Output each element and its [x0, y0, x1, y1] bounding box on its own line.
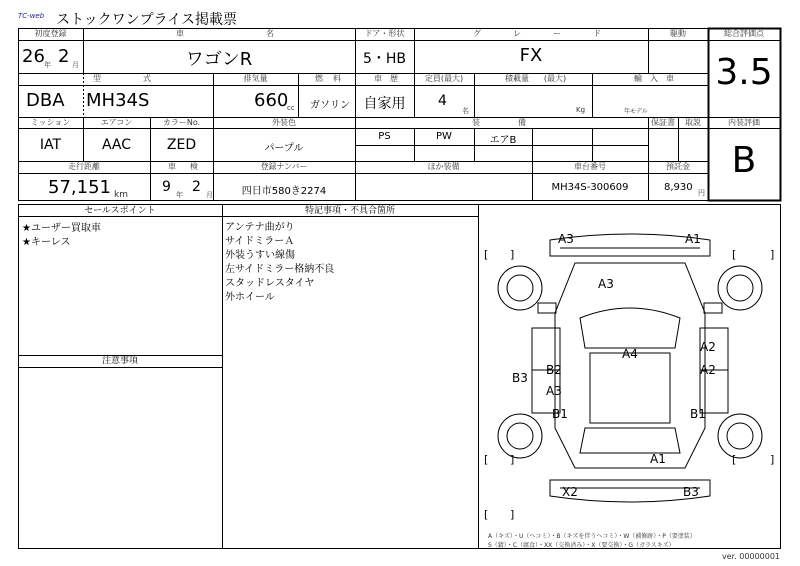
displacement: 660 [254, 90, 289, 111]
special-note-item: 外装うすい線傷 [225, 250, 295, 261]
fuel: ガソリン [310, 100, 350, 111]
bracket-mark: [ [484, 248, 489, 261]
special-note-item: サイドミラーＡ [225, 236, 295, 247]
inspection-month-unit: 月 [206, 191, 213, 199]
label-model-2: 式 [143, 74, 151, 83]
label-displacement: 排気量 [243, 74, 268, 83]
legend-line-1: A（キズ）・U（ヘコミ）・B（キズを伴うヘコミ）・W（補修跡）・P（要塗装） [488, 533, 696, 540]
damage-mark: A3 [558, 232, 574, 246]
label-load-1: 積載量 [505, 74, 529, 83]
special-note-item: 外ホイール [225, 292, 275, 303]
label-car-name-1: 車 [176, 29, 184, 38]
capacity: 4 [438, 93, 447, 109]
label-history-2: 歴 [390, 74, 398, 83]
damage-mark: A3 [598, 277, 614, 291]
aircon: AAC [101, 137, 132, 153]
label-first-registration: 初度登録 [34, 29, 67, 38]
grade: FX [519, 45, 543, 66]
damage-mark: A2 [700, 340, 716, 354]
month-unit: 月 [72, 61, 79, 69]
inspection-year-unit: 年 [176, 191, 183, 199]
overall-grade: 3.5 [715, 52, 773, 93]
label-fuel-2: 料 [333, 74, 341, 83]
label-capacity: 定員(最大) [424, 74, 464, 83]
first-registration-year: 26 [22, 46, 45, 67]
label-manual: 取説 [685, 118, 701, 127]
label-inspection-2: 検 [190, 162, 198, 171]
chassis: MH34S-300609 [551, 182, 629, 193]
bracket-mark: ] [510, 508, 515, 521]
load-unit: Kg [576, 106, 586, 114]
label-interior-grade: 内装評価 [728, 118, 760, 127]
import-unit: 年モデル [624, 108, 648, 115]
label-car-name-2: 名 [266, 29, 274, 38]
equip-pw: PW [436, 131, 452, 142]
km-unit: km [114, 190, 128, 200]
damage-mark: B3 [512, 371, 528, 385]
sales-point-item: ★ユーザー買取車 [22, 223, 101, 234]
bracket-mark: [ [732, 248, 737, 261]
label-warranty: 保証書 [651, 118, 675, 127]
equip-airbag: エアB [489, 135, 517, 146]
capacity-unit: 名 [462, 107, 469, 115]
label-equip-1: 装 [472, 118, 480, 127]
label-grade-4: ド [593, 29, 601, 38]
label-color: 外装色 [272, 118, 296, 127]
label-grade-2: レ [513, 29, 521, 38]
damage-mark: B3 [683, 485, 699, 499]
label-fuel-1: 燃 [315, 74, 323, 83]
sales-point-item: ★キーレス [22, 237, 71, 248]
door-shape: 5・HB [362, 51, 407, 67]
label-plate: 登録ナンバー [260, 162, 308, 171]
label-door-shape: ドア・形状 [364, 29, 405, 38]
legend-line-2: S（錆）・C（腐食）・XX（交換済み）・X（要交換）・G（ガラスキズ） [488, 542, 675, 549]
special-note-item: スタッドレスタイヤ [225, 278, 315, 289]
inspection-year: 9 [162, 179, 171, 195]
label-equip-2: 備 [518, 118, 526, 127]
damage-mark: X2 [562, 485, 578, 499]
label-overall-grade: 総合評価点 [724, 29, 764, 38]
year-unit: 年 [44, 61, 51, 69]
bracket-mark: [ [484, 453, 489, 466]
bracket-mark: ] [770, 248, 775, 261]
deposit-unit: 円 [698, 189, 705, 197]
damage-mark: A1 [650, 452, 666, 466]
bracket-mark: ] [510, 248, 515, 261]
car-name: ワゴンR [185, 49, 253, 70]
label-drive: 駆動 [670, 29, 686, 38]
label-color-no: カラーNo. [162, 118, 201, 127]
label-history-1: 車 [374, 74, 382, 83]
mileage: 57,151 [48, 177, 111, 198]
model: MH34S [86, 90, 150, 111]
label-chassis: 車台番号 [574, 162, 606, 171]
sales-points-title: セールスポイント [84, 206, 156, 216]
damage-mark: A3 [546, 384, 562, 398]
special-note-item: アンテナ曲がり [225, 222, 295, 233]
mission: IAT [39, 137, 62, 153]
label-model-1: 型 [93, 74, 101, 83]
label-mileage: 走行距離 [68, 162, 100, 171]
color: パープル [264, 143, 304, 154]
version: ver. 00000001 [722, 552, 781, 561]
special-notes-title: 特記事項・不具合箇所 [304, 206, 395, 216]
deposit: 8,930 [664, 182, 693, 193]
label-import-1: 輸 [634, 74, 642, 83]
bracket-mark: [ [732, 453, 737, 466]
page-title: ストックワンプライス掲載票 [56, 12, 238, 28]
damage-mark: A2 [700, 363, 716, 377]
label-grade-3: ー [553, 29, 561, 38]
label-mission: ミッション [30, 118, 71, 127]
cautions-title: 注意事項 [101, 356, 138, 366]
inspection-month: 2 [192, 179, 201, 195]
damage-mark: B1 [552, 407, 568, 421]
model-prefix: DBA [26, 90, 65, 111]
label-load-2: (最大) [543, 74, 567, 83]
first-registration-month: 2 [58, 46, 70, 67]
label-inspection-1: 車 [168, 162, 176, 171]
label-import-3: 車 [666, 74, 674, 83]
bracket-mark: ] [510, 453, 515, 466]
label-grade-1: グ [473, 29, 481, 38]
logo: TC-web [18, 12, 45, 20]
label-other-equip: ほか装備 [427, 162, 460, 171]
label-import-2: 入 [650, 74, 658, 83]
damage-mark: B2 [546, 363, 562, 377]
damage-mark: B1 [690, 407, 706, 421]
plate: 四日市580き2274 [241, 186, 327, 197]
equip-ps: PS [378, 131, 391, 142]
damage-mark: A4 [622, 347, 638, 361]
label-deposit: 預託金 [666, 162, 690, 171]
car-damage-diagram [480, 218, 780, 528]
cc-unit: cc [287, 104, 295, 112]
color-no: ZED [166, 137, 197, 153]
label-aircon: エアコン [100, 118, 133, 127]
special-note-item: 左サイドミラー格納不良 [225, 264, 335, 275]
bracket-mark: ] [770, 453, 775, 466]
interior-grade: B [731, 140, 757, 181]
damage-mark: A1 [685, 232, 701, 246]
history: 自家用 [363, 96, 406, 112]
bracket-mark: [ [484, 508, 489, 521]
